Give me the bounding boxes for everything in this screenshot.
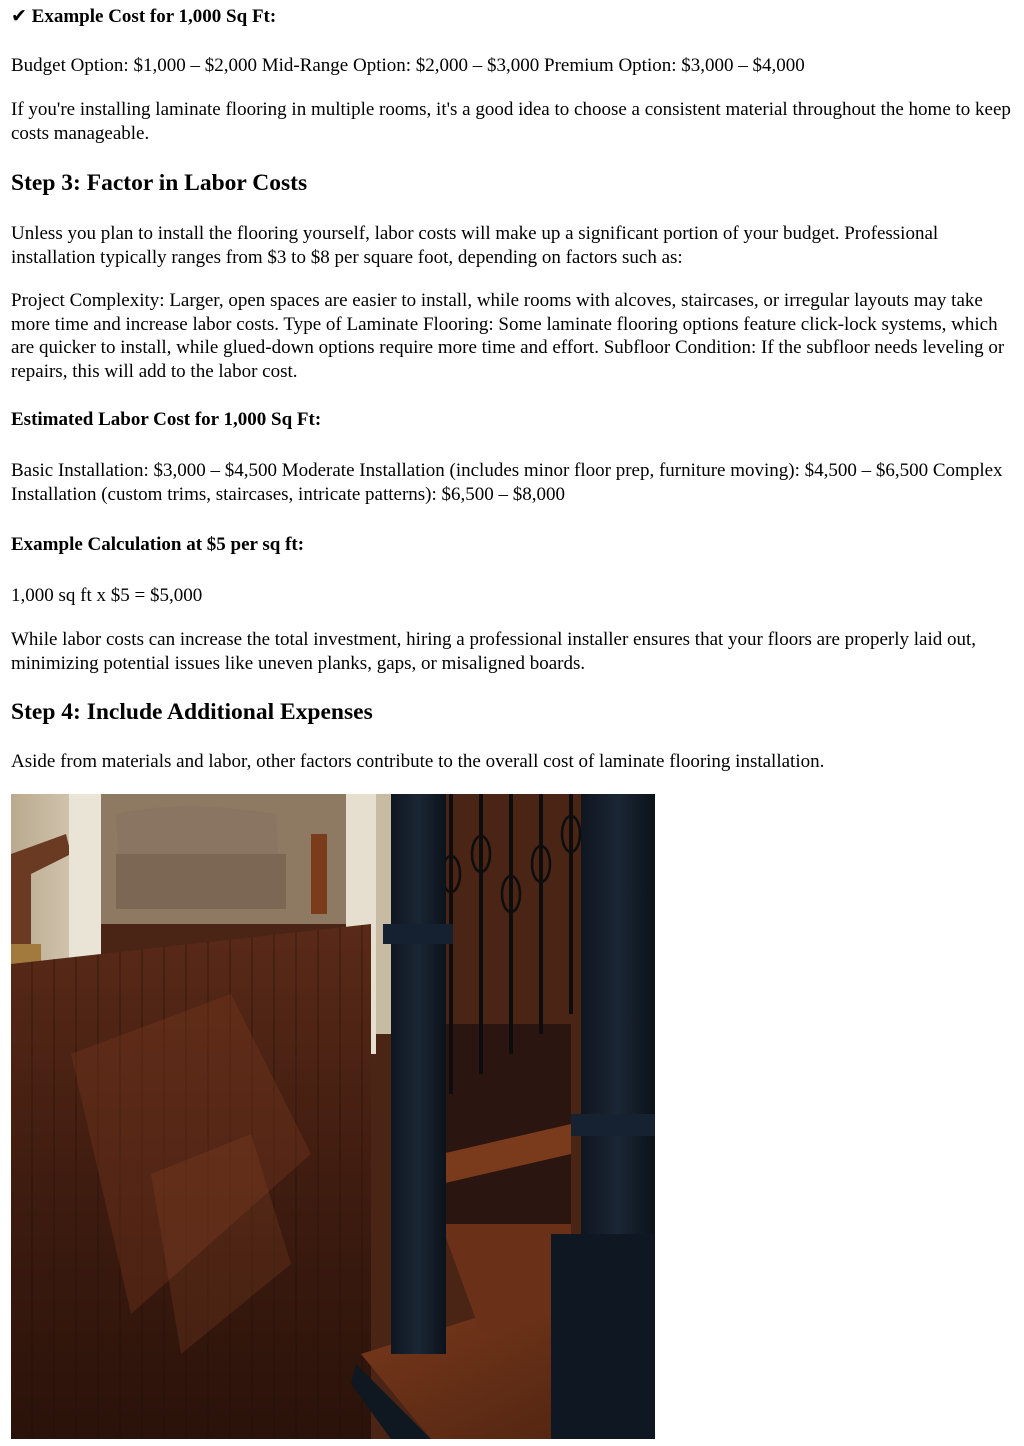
step-3-heading: Step 3: Factor in Labor Costs: [11, 170, 308, 196]
labor-cost-heading: Estimated Labor Cost for 1,000 Sq Ft:: [11, 409, 322, 430]
labor-closing-paragraph: While labor costs can increase the total investment, hiring a professional installer ensures that your floors are properly laid out, minimizing potential issues like uneven planks, gaps, or misaligned boards.: [11, 629, 977, 674]
calculation-paragraph: 1,000 sq ft x $5 = $5,000: [11, 585, 203, 606]
cost-options-paragraph: Budget Option: $1,000 – $2,000 Mid-Range Option: $2,000 – $3,000 Premium Option: $3,000 – $4,000: [11, 55, 805, 76]
labor-options-paragraph: Basic Installation: $3,000 – $4,500 Moderate Installation (includes minor floor prep, furniture moving): $4,500 – $6,500 Complex Installation (custom trims, staircases, intricate patterns): $6,500 – $8,000: [11, 460, 1003, 505]
calculation-heading: Example Calculation at $5 per sq ft:: [11, 534, 305, 555]
example-cost-heading-text: Example Cost for 1,000 Sq Ft:: [31, 6, 277, 27]
checkmark-icon: ✔: [11, 5, 27, 27]
hardwood-floor-staircase-photo: [11, 794, 655, 1439]
consistent-material-paragraph: If you're installing laminate flooring in multiple rooms, it's a good idea to choose a consistent material throughout the home to keep costs manageable.: [11, 99, 1011, 144]
labor-factors-paragraph: Project Complexity: Larger, open spaces are easier to install, while rooms with alcoves, staircases, or irregular layouts may take more time and increase labor costs. Type of Laminate Flooring: Some laminate flooring options feature click-lock systems, which are quicker to install, while glued-down options require more time and effort. Subfloor Condition: If the subfloor needs leveling or repairs, this will add to the labor cost.: [11, 290, 1005, 382]
step-4-heading: Step 4: Include Additional Expenses: [11, 699, 373, 725]
labor-intro-paragraph: Unless you plan to install the flooring yourself, labor costs will make up a significant portion of your budget. Professional installation typically ranges from $3 to $8 per square foot, depending on factors such as:: [11, 223, 939, 268]
additional-expenses-paragraph: Aside from materials and labor, other factors contribute to the overall cost of laminate flooring installation.: [11, 751, 825, 772]
example-cost-heading: [11, 5, 1015, 28]
